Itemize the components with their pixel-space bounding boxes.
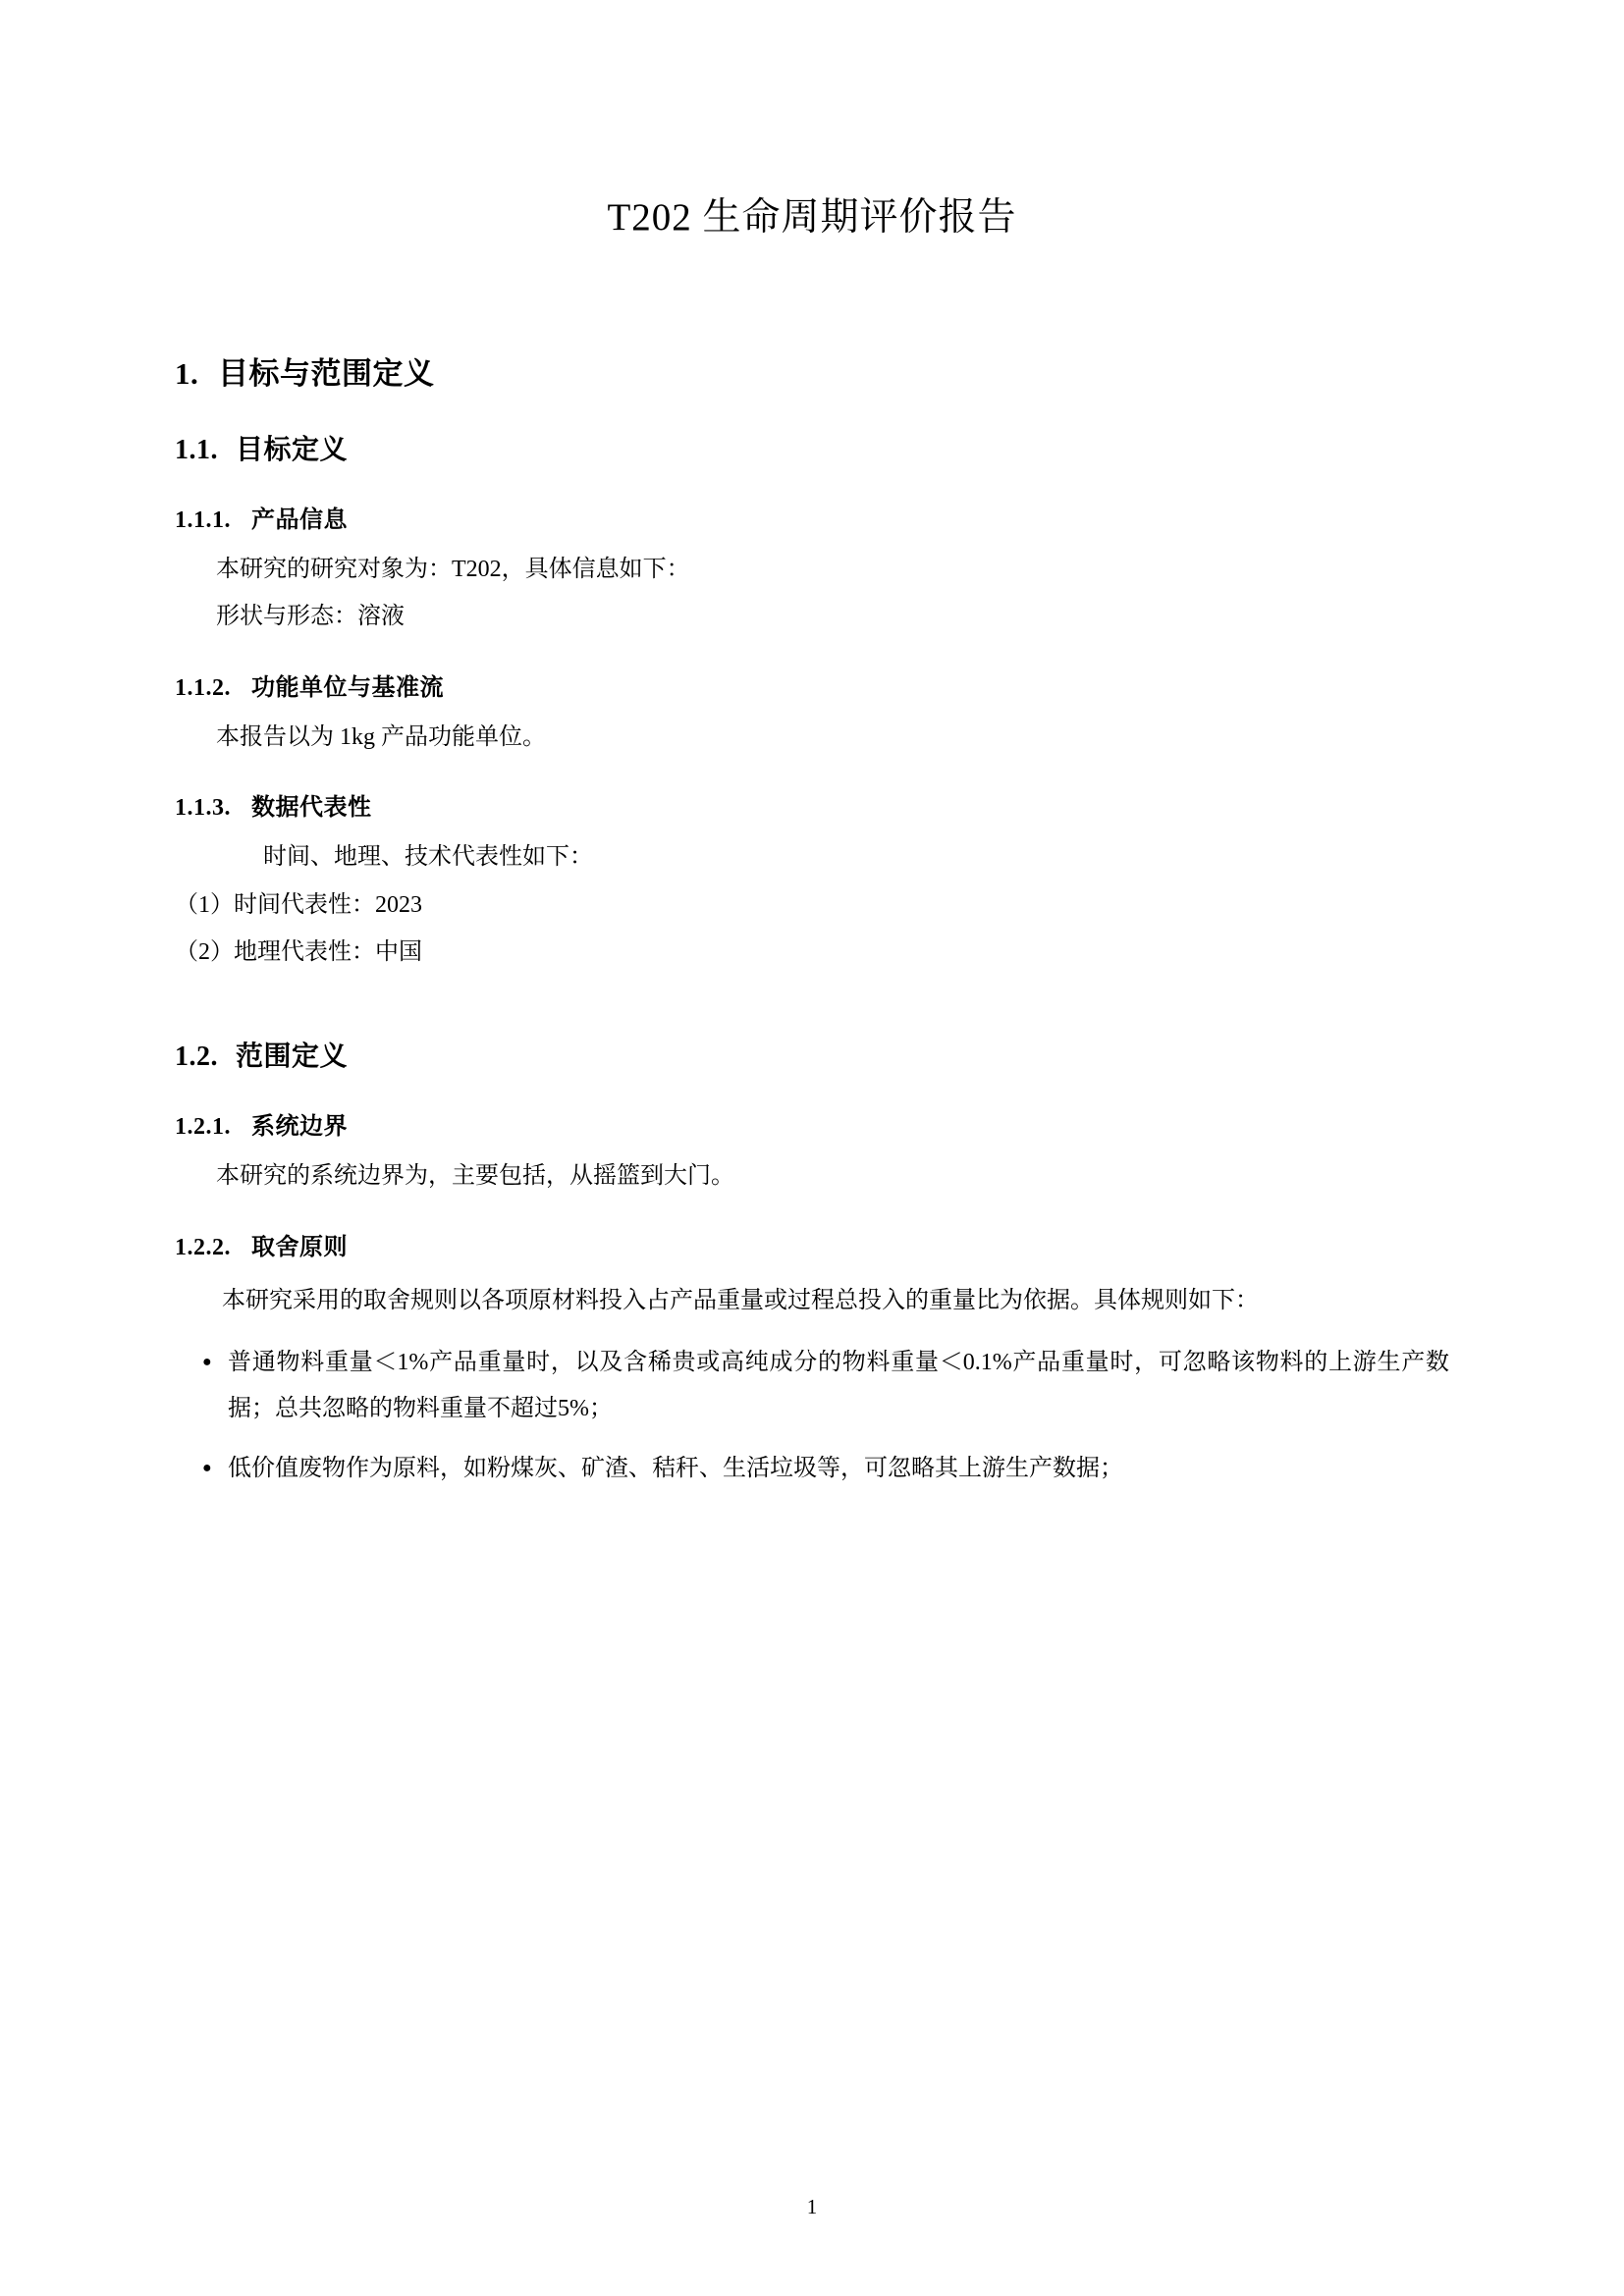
paragraph-functional-unit: 本报告以为 1kg 产品功能单位。	[216, 723, 546, 750]
section-number-1-2-1: 1.2.1.	[175, 1114, 231, 1141]
section-number-1-1-2: 1.1.2.	[175, 674, 231, 701]
section-title-1-2-1: 系统边界	[251, 1114, 348, 1141]
section-number-1-2-2: 1.2.2.	[175, 1234, 231, 1260]
page-title: T202 生命周期评价报告	[607, 196, 1017, 239]
paragraph-product-info-2: 形状与形态：溶液	[216, 604, 405, 630]
section-heading-1-1-1	[175, 503, 1449, 538]
section-heading-1-2-1	[175, 1109, 1449, 1145]
list-item: ● 低价值废物作为原料，如粉煤灰、矿渣、秸秆、生活垃圾等，可忽略其上游生产数据；	[175, 1446, 1449, 1492]
list-item: ● 普通物料重量＜1%产品重量时，以及含稀贵或高纯成分的物料重量＜0.1%产品重量时，可忽略该物料的上游生产数据；总共忽略的物料重量不超过5%；	[175, 1340, 1449, 1432]
section-number-1-1-3: 1.1.3.	[175, 795, 231, 822]
page-number: 1	[806, 2195, 818, 2218]
section-heading-1-1-3	[175, 790, 1449, 826]
section-title-1-2-2: 取舍原则	[251, 1234, 348, 1260]
section-heading-1-1-2	[175, 670, 1449, 706]
section-heading-1-1	[175, 430, 1449, 471]
cutoff-rules-list	[175, 1340, 1449, 1491]
paragraph-representativeness-item-2: （2）地理代表性：中国	[175, 939, 422, 966]
section-title-1-2: 范围定义	[236, 1041, 349, 1073]
paragraph-product-info-1: 本研究的研究对象为：T202，具体信息如下：	[216, 557, 690, 583]
section-heading-1-2-2	[175, 1230, 1449, 1265]
section-number-1: 1.	[175, 355, 199, 391]
paragraph-representativeness-item-1: （1）时间代表性：2023	[175, 891, 422, 918]
section-number-1-2: 1.2.	[175, 1041, 218, 1073]
section-title-1-1-3: 数据代表性	[251, 795, 372, 822]
section-title-1: 目标与范围定义	[218, 355, 435, 391]
section-heading-1-2	[175, 1037, 1449, 1078]
section-title-1-1-1: 产品信息	[251, 507, 348, 534]
section-title-1-1: 目标定义	[236, 435, 349, 466]
paragraph-representativeness-intro: 时间、地理、技术代表性如下：	[263, 844, 593, 871]
paragraph-system-boundary: 本研究的系统边界为，主要包括，从摇篮到大门。	[216, 1163, 734, 1190]
paragraph-cutoff-rules: 本研究采用的取舍规则以各项原材料投入占产品重量或过程总投入的重量比为依据。具体规则如下：	[222, 1287, 1259, 1313]
section-number-1-1: 1.1.	[175, 435, 218, 466]
section-number-1-1-1: 1.1.1.	[175, 507, 231, 534]
section-title-1-1-2: 功能单位与基准流	[251, 674, 444, 701]
section-heading-1	[175, 351, 1449, 398]
